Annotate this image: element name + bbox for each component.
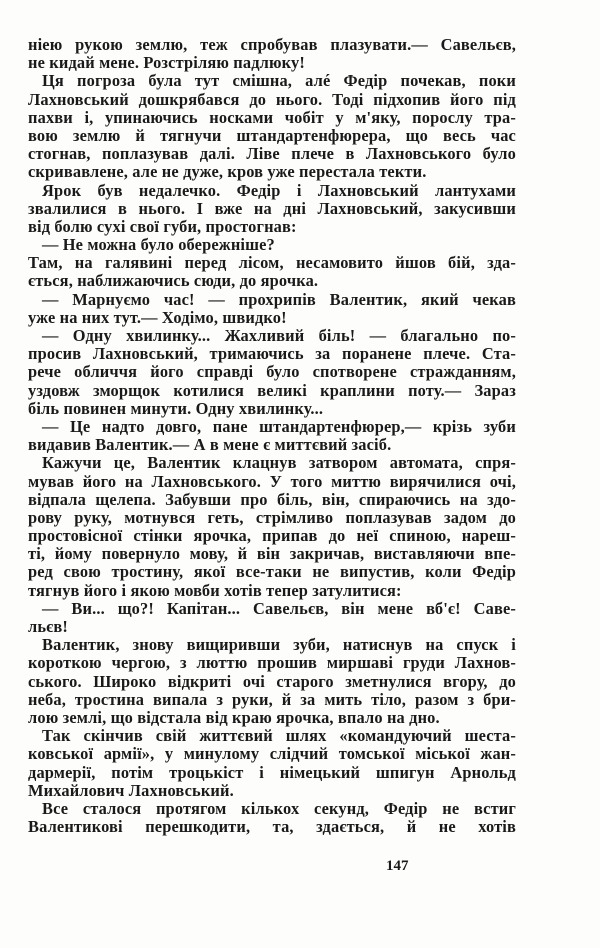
text-line: — Це надто довго, пане штандартенфюрер,— крізь зуби xyxy=(42,416,516,436)
text-line: Валентикові перешкодити, та, здається, й не хотів xyxy=(28,817,516,837)
text-line: Лахновський дошкрябався до нього. Тоді підхопив його під xyxy=(28,89,516,109)
paragraph xyxy=(28,418,516,454)
text-line: Там, на галявині перед лісом, несамовито йшов бій, зда- xyxy=(28,253,516,273)
text-line: звалилися в нього. І вже на дні Лахновський, закусивши xyxy=(28,198,516,218)
paragraph xyxy=(28,36,516,72)
text-line: мував його на Лахновського. У того миттю вирячилися очі, xyxy=(28,471,516,491)
text-line: — Не можна було обережніше? xyxy=(42,235,275,255)
text-line: ковської армії», у минулому слідчий томської міської жан- xyxy=(28,744,516,764)
text-line: ті, йому повернуло мову, й він закричав, виставляючи впе- xyxy=(28,544,516,564)
text-line: відпала щелепа. Забувши про біль, він, спираючись на здо- xyxy=(28,489,516,509)
text-line: лою землі, що відстала від краю ярочка, впало на дно. xyxy=(28,707,440,727)
text-line: Ярок був недалечко. Федір і Лахновський лантухами xyxy=(42,180,516,200)
text-line: скривавлене, але не дуже, кров уже перестала текти. xyxy=(28,162,427,182)
paragraph xyxy=(28,254,516,290)
page-number: 147 xyxy=(386,858,409,874)
text-line: ред свою тростину, якої все-таки не випустив, коли Федір xyxy=(28,562,516,582)
text-line: уже на них тут.— Ходімо, швидко! xyxy=(28,307,287,327)
text-line: Ця погроза була тут смішна, алé Федір почекав, поки xyxy=(42,71,516,91)
text-line: не кидай мене. Розстріляю падлюку! xyxy=(28,53,305,73)
text-line: — Одну хвилинку... Жахливий біль! — благально по- xyxy=(42,326,516,345)
paragraph xyxy=(28,236,516,254)
text-line: Кажучи це, Валентик клацнув затвором автомата, спря- xyxy=(42,453,516,473)
text-line: Валентик, знову вищиривши зуби, натиснув на спуск і xyxy=(42,635,516,655)
paragraph xyxy=(28,291,516,327)
text-line: вою землю й тягнучи штандартенфюрера, що весь час xyxy=(28,125,516,145)
text-line: короткою чергою, з люттю прошив миршаві груди Лахнов- xyxy=(28,653,516,673)
text-line: стогнав, поплазував далі. Ліве плече в Лахновського було xyxy=(28,144,516,164)
text-line: дармерії, потім троцькіст і німецький шпигун Арнольд xyxy=(28,762,516,782)
text-line: ється, наближаючись сюди, до ярочка. xyxy=(28,271,319,291)
text-line: Михайлович Лахновський. xyxy=(28,780,234,800)
paragraph xyxy=(28,636,516,727)
paragraph xyxy=(28,800,516,836)
paragraph xyxy=(28,600,516,636)
book-page-text xyxy=(28,36,516,836)
text-line: рече обличчя його справді було спотворене стражданням, xyxy=(28,362,516,382)
paragraph xyxy=(28,182,516,237)
text-line: рову руку, мотнувся геть, стрімливо поплазував задом до xyxy=(28,507,516,527)
text-line: видавив Валентик.— А в мене є миттєвий засіб. xyxy=(28,435,392,455)
paragraph xyxy=(28,727,516,800)
text-line: — Ви... що?! Капітан... Савельєв, він мене вб'є! Саве- xyxy=(42,598,516,618)
text-line: Так скінчив свій життєвий шлях «командуючий шеста- xyxy=(42,726,516,746)
text-line: неба, тростина випала з руки, й за мить тіло, разом з бри- xyxy=(28,689,516,709)
text-line: льєв! xyxy=(28,617,69,636)
text-line: ніею рукою землю, теж спробував плазувати.— Савельєв, xyxy=(28,35,516,54)
text-line: простовісної стінки ярочка, припав до неї спиною, нареш- xyxy=(28,526,516,546)
text-line: уздовж зморщок котилися великі краплини поту.— Зараз xyxy=(28,380,516,400)
paragraph xyxy=(28,327,516,418)
text-line: — Марнуємо час! — прохрипів Валентик, який чекав xyxy=(42,289,516,309)
text-line: пахви і, упинаючись носками чобіт у м'яку, порослу тра- xyxy=(28,107,516,127)
text-line: Все сталося протягом кількох секунд, Федір не встиг xyxy=(42,798,516,818)
text-line: ського. Широко відкриті очі старого зметнулися вгору, до xyxy=(28,671,516,691)
paragraph xyxy=(28,454,516,600)
text-line: біль повинен минути. Одну хвилинку... xyxy=(28,398,324,418)
paragraph xyxy=(28,72,516,181)
text-line: просив Лахновський, тримаючись за поранене плече. Ста- xyxy=(28,344,516,364)
text-line: тягнув його і якою мовби хотів тепер затулитися: xyxy=(28,580,402,600)
text-line: від болю сухі свої губи, простогнав: xyxy=(28,216,297,236)
